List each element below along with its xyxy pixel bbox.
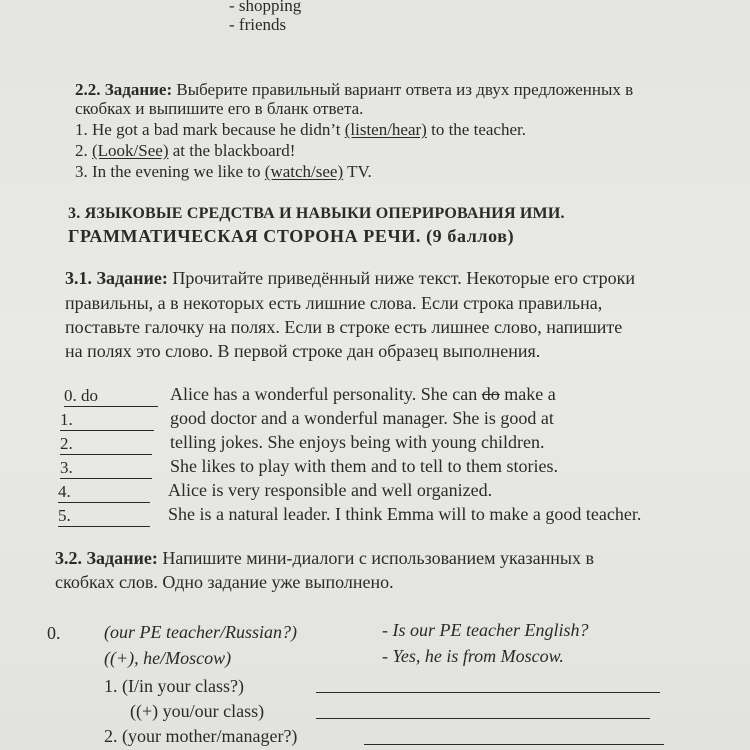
item-text: 2.	[75, 141, 92, 160]
text-row-5: She is a natural leader. I think Emma will to make a good teacher.	[168, 504, 642, 524]
answer-margin-5[interactable]	[58, 506, 150, 527]
answer-margin-2[interactable]	[60, 434, 152, 455]
task-2-2-instruction-line2: скобках и выпишите его в бланк ответа.	[75, 99, 364, 118]
answer-margin-0[interactable]	[64, 386, 158, 407]
task-3-1-instruction-text: Прочитайте приведённый ниже текст. Некоторые его строки	[167, 268, 635, 288]
answer-margin-4[interactable]	[58, 482, 150, 503]
task-2-2-item-1	[75, 120, 526, 140]
answer-margin-label: 5.	[58, 506, 71, 525]
section-3-heading-line2: ГРАММАТИЧЕСКАЯ СТОРОНА РЕЧИ. (9 баллов)	[68, 226, 515, 246]
dialog-item-1-reply: ((+) you/our class)	[130, 701, 265, 721]
answer-margin-label: 0. do	[64, 386, 98, 405]
task-3-2-number: 3.2. Задание:	[55, 548, 158, 568]
example-cue-2: ((+), he/Moscow)	[104, 648, 232, 668]
item-choice: (listen/hear)	[344, 120, 427, 139]
task-3-1-instruction-line1	[65, 268, 635, 288]
item-text: 3. In the evening we like to	[75, 162, 265, 181]
item-choice: (Look/See)	[92, 141, 169, 160]
task-2-2-item-2	[75, 141, 295, 161]
example-reply-2: - Yes, he is from Moscow.	[382, 646, 564, 666]
item-text: TV.	[343, 162, 372, 181]
task-2-2-instruction-text: Выберите правильный вариант ответа из двух предложенных в	[172, 80, 634, 99]
text-row-0	[170, 384, 556, 404]
item-text: 1. He got a bad mark because he didn’t	[75, 120, 345, 139]
item-text: at the blackboard!	[168, 141, 296, 160]
example-reply-1: - Is our PE teacher English?	[382, 620, 589, 640]
task-3-2-instruction-text: Напишите мини-диалоги с использованием указанных в	[157, 548, 594, 568]
dialog-item-2: 2. (your mother/manager?)	[104, 726, 298, 746]
task-3-2-instruction-line1	[55, 548, 594, 568]
struck-word: do	[481, 384, 500, 404]
task-2-2-instruction-line1	[75, 80, 633, 100]
list-item-shopping: - shopping	[229, 0, 302, 15]
text-row-2: telling jokes. She enjoys being with young children.	[170, 432, 545, 452]
section-3-heading-line1: 3. ЯЗЫКОВЫЕ СРЕДСТВА И НАВЫКИ ОПЕРИРОВАНИЯ ИМИ.	[68, 205, 565, 222]
task-3-1-instruction-line2: правильны, а в некоторых есть лишние слова. Если строка правильна,	[65, 293, 603, 313]
list-item-friends: - friends	[229, 15, 287, 34]
text-row-4: Alice is very responsible and well organized.	[168, 480, 493, 500]
task-3-1-instruction-line4: на полях это слово. В первой строке дан образец выполнения.	[65, 341, 541, 361]
dialog-item-1: 1. (I/in your class?)	[104, 676, 244, 696]
answer-margin-label: 3.	[60, 458, 73, 477]
item-choice: (watch/see)	[264, 162, 344, 181]
answer-margin-label: 2.	[60, 434, 73, 453]
answer-line-2[interactable]	[316, 718, 650, 719]
answer-line-3[interactable]	[364, 744, 664, 745]
answer-line-1[interactable]	[316, 692, 660, 693]
example-number: 0.	[47, 623, 61, 643]
row-text: Alice has a wonderful personality. She can	[170, 384, 482, 404]
answer-margin-label: 4.	[58, 482, 71, 501]
text-row-1: good doctor and a wonderful manager. She is good at	[170, 408, 554, 428]
answer-margin-label: 1.	[60, 410, 73, 429]
answer-margin-3[interactable]	[60, 458, 152, 479]
task-3-2-instruction-line2: скобках слов. Одно задание уже выполнено.	[55, 572, 394, 592]
task-3-1-instruction-line3: поставьте галочку на полях. Если в строке есть лишнее слово, напишите	[65, 317, 623, 337]
answer-margin-1[interactable]	[60, 410, 154, 431]
task-3-1-number: 3.1. Задание:	[65, 268, 168, 288]
row-text: make a	[499, 384, 556, 404]
text-row-3: She likes to play with them and to tell to them stories.	[170, 456, 558, 476]
item-text: to the teacher.	[426, 120, 526, 139]
task-2-2-item-3	[75, 162, 372, 182]
example-cue-1: (our PE teacher/Russian?)	[104, 622, 297, 642]
task-2-2-number: 2.2. Задание:	[75, 80, 173, 99]
